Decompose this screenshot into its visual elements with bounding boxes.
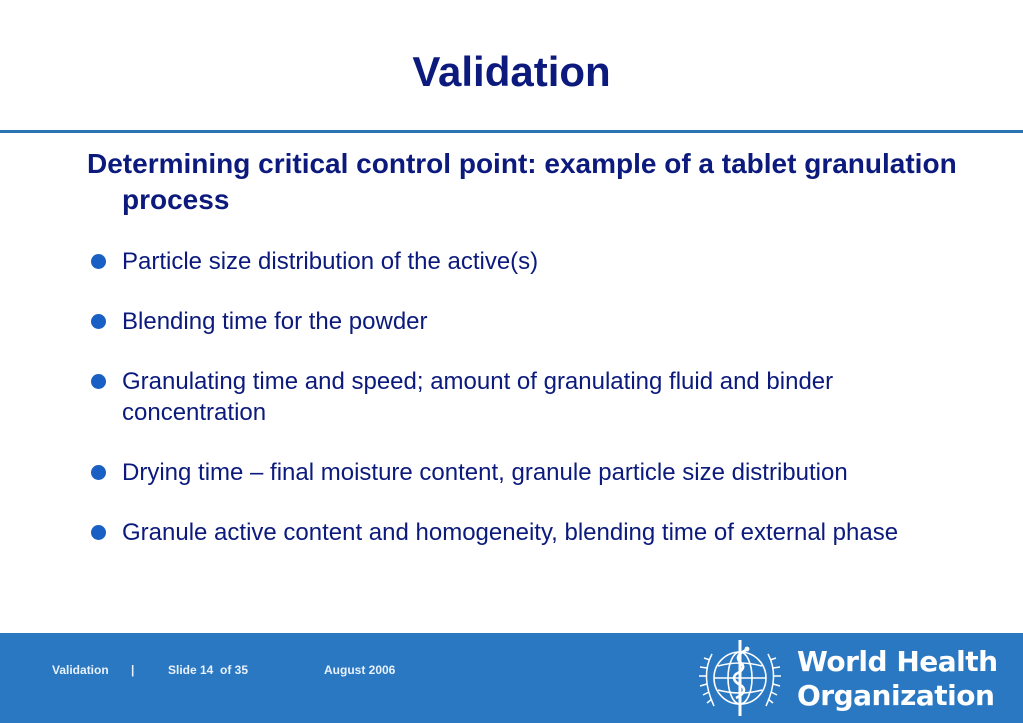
- bullet-text: Particle size distribution of the active(s): [122, 248, 539, 275]
- bullet-text: Drying time – final moisture content, granule particle size distribution: [122, 459, 848, 486]
- slide-subtitle: Determining critical control point: example of a tablet granulation process: [87, 148, 957, 215]
- who-emblem-icon: [690, 636, 790, 718]
- who-name-line2: Organization: [797, 679, 995, 712]
- bullet-dot-icon: [91, 465, 106, 480]
- bullet-text: Granulating time and speed; amount of granulating fluid and binder concentration: [122, 368, 834, 426]
- bullet-dot-icon: [91, 525, 106, 540]
- bullet-item: [88, 366, 938, 428]
- bullet-dot-icon: [91, 254, 106, 269]
- bullet-text: Blending time for the powder: [122, 308, 428, 335]
- bullet-item: [88, 306, 938, 337]
- bullet-dot-icon: [91, 314, 106, 329]
- bullet-item: [88, 246, 938, 277]
- footer-slide-number: Slide 14 of 35: [168, 663, 249, 677]
- footer-date: August 2006: [324, 663, 396, 677]
- footer-section: Validation: [52, 663, 109, 677]
- bullet-item: [88, 517, 938, 548]
- who-wordmark: [797, 645, 998, 713]
- bullet-list: [88, 246, 938, 577]
- bullet-item: [88, 457, 938, 488]
- footer-separator: |: [131, 663, 135, 677]
- slide-title: Validation: [412, 48, 611, 95]
- bullet-text: Granule active content and homogeneity, blending time of external phase: [122, 519, 899, 546]
- title-divider: [0, 130, 1023, 133]
- who-name-line1: World Health: [797, 645, 998, 678]
- bullet-dot-icon: [91, 374, 106, 389]
